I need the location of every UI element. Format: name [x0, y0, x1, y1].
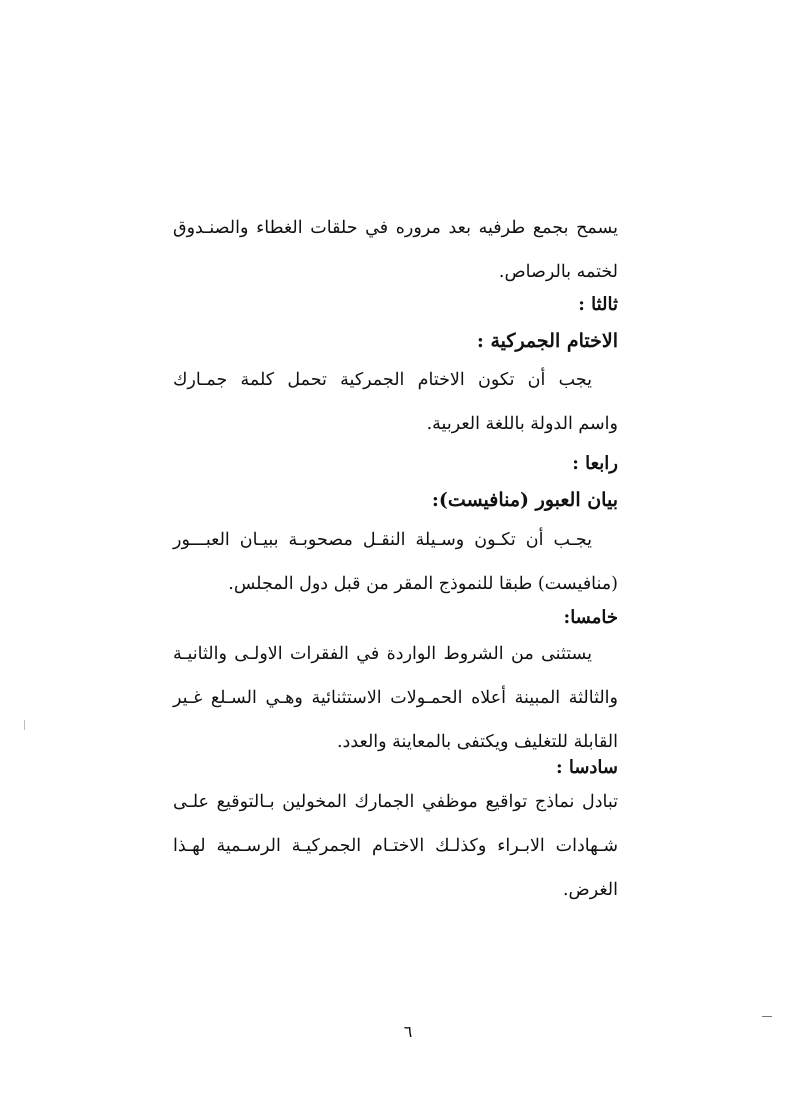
scan-edge-mark-left [24, 720, 25, 730]
section-3-title: الاختام الجمركية : [476, 330, 618, 352]
page-number: ٦ [403, 1022, 413, 1041]
section-4-line-1: يجـب أن تكـون وسـيلة النقـل مصحوبـة ببيـان العبـــور [173, 530, 592, 550]
section-4 [173, 446, 618, 518]
section-5-body [173, 632, 618, 764]
scan-edge-mark [762, 1016, 772, 1017]
intro-line-2: لختمه بالرصاص. [498, 262, 618, 282]
section-4-label: رابعا : [572, 453, 618, 474]
section-5-line-3: القابلة للتغليف ويكتفى بالمعاينة والعدد. [336, 732, 618, 752]
section-5-line-1: يستثنى من الشروط الواردة في الفقرات الاولـى والثانيـة [173, 644, 592, 664]
section-6-line-3: الغرض. [562, 880, 618, 900]
section-4-line-2: (منافيست) طبقا للنموذج المقر من قبل دول المجلس. [228, 574, 618, 594]
section-5-label: خامسا: [563, 607, 618, 628]
section-5-line-2: والثالثة المبينة أعلاه الحمـولات الاستثنائية وهـي السـلع غـير [173, 688, 618, 708]
section-3-line-1: يجب أن تكون الاختام الجمركية تحمل كلمة جمـارك [173, 370, 592, 390]
section-3 [173, 287, 618, 359]
section-3-line-2: واسم الدولة باللغة العربية. [426, 414, 618, 434]
section-4-title: بيان العبور (منافيست): [431, 489, 618, 511]
section-6-body [173, 780, 618, 912]
section-6-line-1: تبادل نماذج تواقيع موظفي الجمارك المخولين بـالتوقيع علـى [173, 792, 618, 812]
intro-paragraph [173, 206, 618, 294]
section-5 [173, 600, 618, 636]
section-3-body [173, 358, 618, 446]
section-6-line-2: شـهادات الابـراء وكذلـك الاختـام الجمركيـة الرسـمية لهـذا [173, 836, 618, 856]
intro-line-1: يسمح بجمع طرفيه بعد مروره في حلقات الغطاء والصنـدوق [173, 218, 618, 238]
section-3-label: ثالثا : [578, 294, 618, 315]
section-6-label: سادسا : [555, 757, 618, 778]
section-4-body [173, 518, 618, 606]
